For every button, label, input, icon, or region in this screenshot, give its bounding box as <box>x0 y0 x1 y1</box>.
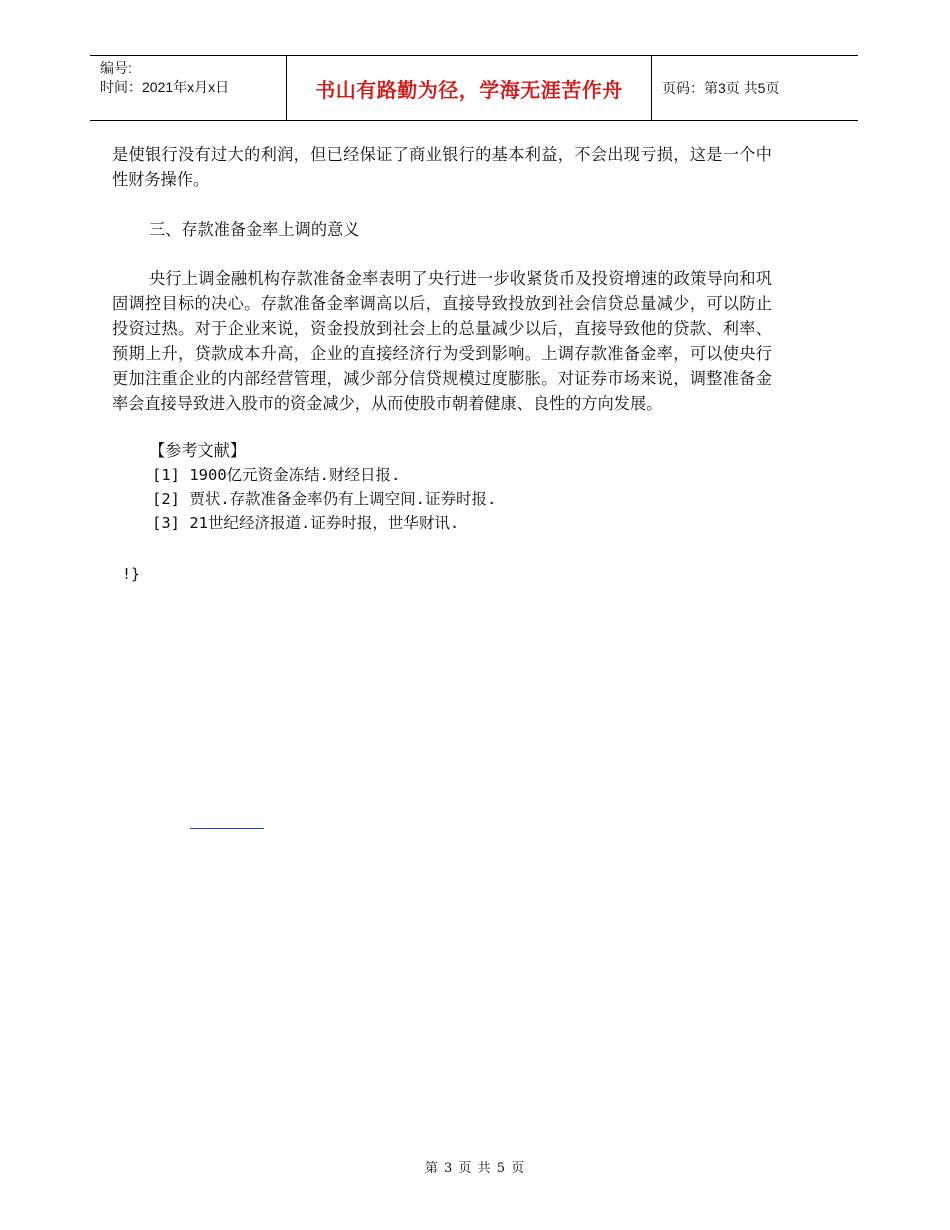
page-header <box>90 55 858 121</box>
page-footer: 第 3 页 共 5 页 <box>424 1161 526 1176</box>
paragraph-significance: 央行上调金融机构存款准备金率表明了央行进一步收紧货币及投资增速的政策导向和巩固调控目标的决心。存款准备金率调高以后，直接导致投放到社会信贷总量减少，可以防止投资过热。对于企业来说，资金投放到社会上的总量减少以后，直接导致他的贷款、利率、预期上升，贷款成本升高，企业的直接经济行为受到影响。上调存款准备金率，可以使央行更加注重企业的内部经营管理，减少部分信贷规模过度膨胀。对证券市场来说，调整准备金率会直接导致进入股市的资金减少，从而使股市朝着健康、良性的方向发展。 <box>112 269 772 413</box>
references-section <box>112 439 772 535</box>
reference-item: [3] 21世纪经济报道.证券时报，世华财讯. <box>152 514 460 532</box>
time-label: 时间：2021年x月x日 <box>100 79 230 95</box>
header-motto: 书山有路勤为径，学海无涯苦作舟 <box>287 56 652 120</box>
section-heading: 三、存款准备金率上调的意义 <box>149 220 360 239</box>
number-label: 编号: <box>100 60 132 76</box>
paragraph-continued: 是使银行没有过大的利润，但已经保证了商业银行的基本利益，不会出现亏损，这是一个中性财务操作。 <box>112 145 772 189</box>
header-meta <box>90 56 287 120</box>
header-page-info: 页码：第3页 共5页 <box>662 80 780 96</box>
reference-item: [2] 贾状.存款准备金率仍有上调空间.证券时报. <box>152 490 497 508</box>
document-body <box>112 142 772 535</box>
link-underline[interactable] <box>190 828 264 829</box>
references-title: 【参考文献】 <box>149 441 247 460</box>
reference-item: [1] 1900亿元资金冻结.财经日报. <box>152 466 401 484</box>
stray-characters: !} <box>122 565 141 583</box>
